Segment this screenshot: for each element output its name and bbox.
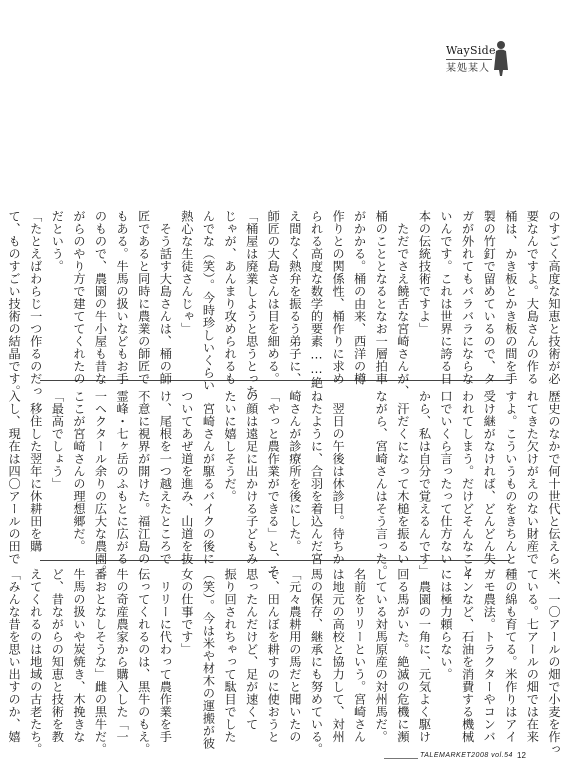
text-column: 作りとの関係性、桶作りに求め xyxy=(331,210,346,385)
text-column: そう話す大島さんは、桶の師 xyxy=(158,210,173,385)
text-column: 伝ってくれるのは、黒牛のもえ。 xyxy=(136,568,151,756)
text-column: いんです。これは世界に誇る日 xyxy=(439,210,454,385)
text-column: られる高度な数学的要素……絶 xyxy=(309,210,324,389)
text-column: 熱心な生徒さんじゃ」 xyxy=(179,210,194,335)
text-column xyxy=(348,390,370,562)
text-column: 牛の奇産農家から購入した「一 xyxy=(115,568,130,743)
text-column: 師匠の大島さんは目を細める。 xyxy=(266,210,281,385)
text-column: 回る馬がいた。絶滅の危機に瀕 xyxy=(395,568,410,743)
footer-divider xyxy=(384,758,418,759)
text-column: 移住した翌年に休耕田を購 xyxy=(28,390,43,553)
text-column: 米、一〇アールの畑で小麦を作っ xyxy=(547,568,561,756)
text-column: 翌日の午後は休診日。待ちか xyxy=(331,390,346,565)
text-column: じゃが、あんまり攻められるも xyxy=(223,210,238,385)
text-column: 「たとえばわらじ一つ作るのだっ xyxy=(28,210,43,398)
text-column: 宮崎さんが駆るバイクの後に xyxy=(201,390,216,565)
text-column: で、田んぼを耕すのに使おうと xyxy=(266,568,281,743)
text-column: （笑）。今は米や材木の運搬が彼 xyxy=(201,568,216,750)
page-number: 12 xyxy=(517,751,526,760)
text-column: え間なく熱弁を振るう弟子に、 xyxy=(287,210,302,385)
text-column: 桶は、かき板とかき板の間を手 xyxy=(503,210,518,385)
text-column: 振り回されちゃって駄目でした xyxy=(223,568,238,743)
text-column: すよ。こういうものをきちんと xyxy=(503,390,518,565)
text-column: 農園の一角に、元気よく駆け xyxy=(417,568,432,743)
text-column: 番おとなしそうな」雌の黒牛だ。 xyxy=(93,568,108,756)
text-column: 要なんですよ。大島さんの作る xyxy=(525,210,540,385)
standing-figure-icon xyxy=(492,40,510,76)
text-column: て、ものすごい技術の結晶です。 xyxy=(7,210,22,398)
text-column: 名前をリリーという。宮崎さん xyxy=(352,568,367,743)
text-column: 本の伝統技術ですよ」 xyxy=(417,210,432,335)
text-column: のすごく高度な知恵と技術が必 xyxy=(547,210,561,385)
text-column: がかかる。桶の由来、西洋の樽 xyxy=(352,210,367,385)
text-column: 「桶屋は廃業しようと思うとった xyxy=(244,210,259,398)
text-column: 一ヘクタール余りの広大な農園。 xyxy=(93,390,108,578)
text-column: 受け継がなければ、どんどん失 xyxy=(482,390,497,565)
text-column: ただでさえ饒舌な宮崎さんが、 xyxy=(395,210,410,398)
text-column: 入し、現在は四〇アールの田で xyxy=(7,390,22,565)
article-middle-block xyxy=(3,390,564,578)
header-divider xyxy=(446,59,492,60)
text-column: 思ったんだけど、足が速くて xyxy=(244,568,259,731)
text-column: がらのやり方で建ててくれたの xyxy=(71,210,86,385)
text-column: んでな（笑）。今時珍しいくらい xyxy=(201,210,216,392)
text-column: ガが外れてもバラバラにならな xyxy=(460,210,475,385)
text-column: 「元々農耕用の馬だと聞いたの xyxy=(287,568,302,743)
text-column: ながら、宮崎さんはそう言った。 xyxy=(374,390,389,578)
text-column: 汗だくになって木槌を振るい xyxy=(395,390,410,565)
text-column: 牛馬の扱いや炭焼き、木挽きな xyxy=(71,568,86,743)
text-column: もある。牛馬の扱いなどもお手 xyxy=(115,210,130,385)
article-bottom-block xyxy=(3,210,564,398)
text-column: ここが宮崎さんの理想郷だ。 xyxy=(71,390,86,553)
section-title: WaySide xyxy=(446,44,496,57)
text-column: 「みんな昔を思い出すのか、嬉 xyxy=(7,568,22,743)
text-column: インなど、石油を消費する機械 xyxy=(460,568,475,743)
text-column: 口でいくら言ったって仕方ない xyxy=(439,390,454,565)
text-column: している対馬原産の対州馬だ。 xyxy=(374,568,389,743)
text-column: 霊峰・七ヶ岳のふもとに広がる xyxy=(115,390,130,565)
text-column: えてくれるのは地域の古老たち。 xyxy=(28,568,43,756)
text-column: 製の竹釘で留めているので、タ xyxy=(482,210,497,385)
text-column: リリーに代わって農作業を手 xyxy=(158,568,173,743)
text-column: 「やっと農作業ができる」と、そ xyxy=(266,390,281,578)
text-column: 歴史のなかで何十世代と伝えら xyxy=(547,390,561,565)
text-column: ている。七アールの畑では在来 xyxy=(525,568,540,743)
text-column: から、私は自分で覚えるんです」 xyxy=(417,390,432,578)
text-column: だという。 xyxy=(50,210,65,273)
text-column: ど、昔ながらの知恵と技術を教 xyxy=(50,568,65,743)
text-column: れてきた欠けがえのない財産で xyxy=(525,390,540,565)
text-column: たいに嬉しそうだ。 xyxy=(223,390,238,503)
text-column: 「最高でしょう」 xyxy=(50,390,65,490)
text-column: われてしまう。だけどそんなこと xyxy=(460,390,475,578)
text-column: 桶のこととなるとなお一層拍車 xyxy=(374,210,389,385)
text-column: は地元の高校と協力して、対州 xyxy=(331,568,346,743)
text-column: 馬の保存、継承にも努めている。 xyxy=(309,568,324,756)
text-column: 種の綿も育てる。米作りはアイ xyxy=(503,568,518,743)
text-column: 崎さんが診療所を後にした。 xyxy=(287,390,302,553)
text-column: ガモ農法。トラクターやコンバ xyxy=(482,568,497,743)
text-column: には極力頼らない。 xyxy=(439,568,454,681)
text-column: 女の仕事です」 xyxy=(179,568,194,656)
text-column: 匠であると同時に農業の師匠で xyxy=(136,210,151,385)
text-column: 不意に視界が開けた。福江島の xyxy=(136,390,151,565)
magazine-footer: TALEMARKET2008 vol.54 xyxy=(420,752,513,759)
section-subtitle: 某処某人 xyxy=(446,63,490,74)
text-column: の顔は遠足に出かける子どもみ xyxy=(244,390,259,565)
text-column: ついてあぜ道を進み、山道を抜 xyxy=(179,390,194,565)
text-column: け、尾根を一つ越えたところで xyxy=(158,390,173,565)
text-column: のもので、農園の牛小屋も昔な xyxy=(93,210,108,385)
text-column: ねたように、合羽を着込んだ宮 xyxy=(309,390,324,565)
